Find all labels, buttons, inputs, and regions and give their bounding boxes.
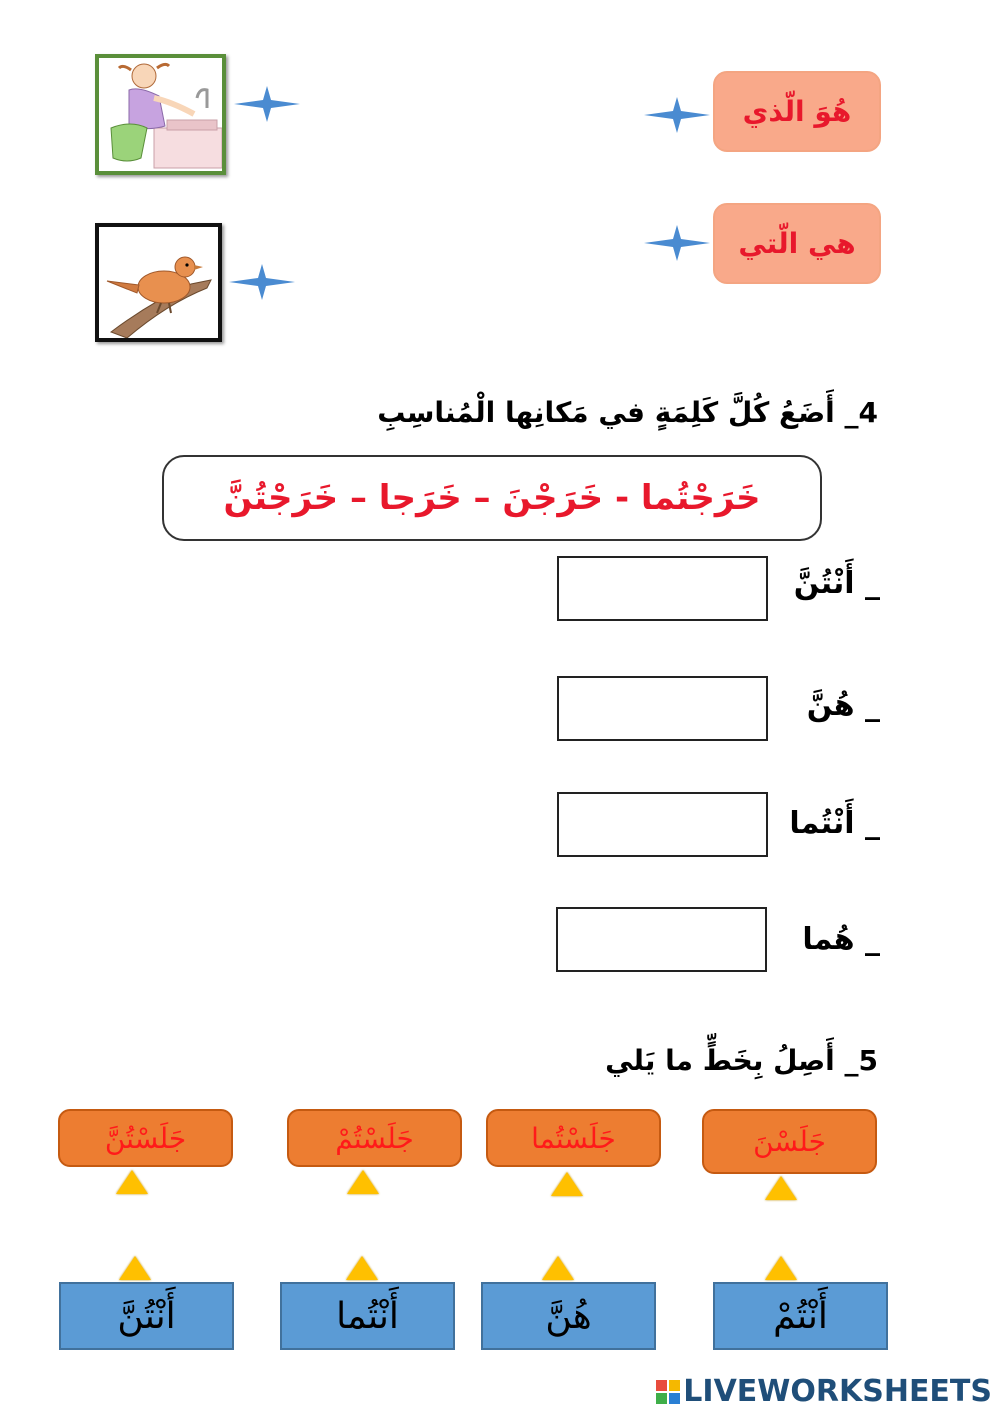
star-icon[interactable] (227, 262, 297, 302)
star-icon[interactable] (642, 223, 712, 263)
connector-triangle-icon[interactable] (347, 1170, 379, 1194)
connector-triangle-icon[interactable] (551, 1172, 583, 1196)
liveworksheets-mark-icon (655, 1379, 681, 1405)
star-icon[interactable] (642, 95, 712, 135)
pronoun-button[interactable] (280, 1282, 455, 1350)
connector-triangle-icon[interactable] (542, 1256, 574, 1280)
answer-box[interactable] (556, 907, 767, 972)
connector-triangle-icon[interactable] (346, 1256, 378, 1280)
pronoun-text: أَنْتُما (336, 1295, 399, 1337)
pronoun-text: هُنَّ (545, 1295, 592, 1337)
section5-heading: 5_ أَصِلُ بِخَطٍّ ما يَلي (605, 1044, 878, 1077)
answer-box[interactable] (557, 792, 768, 857)
logo-text: LIVEWORKSHEETS (683, 1374, 992, 1409)
pronoun-label: _ أَنْتُما (789, 806, 880, 841)
label-text: هُوَ الّذي (742, 95, 852, 128)
pronoun-label: _ أَنْتُنَّ (793, 566, 880, 601)
answer-box[interactable] (557, 676, 768, 741)
pronoun-text: أَنْتُمْ (773, 1295, 828, 1337)
connector-triangle-icon[interactable] (765, 1176, 797, 1200)
connector-triangle-icon[interactable] (116, 1170, 148, 1194)
verb-text: جَلَسْتُنَّ (104, 1121, 187, 1155)
bird-on-branch-icon (99, 227, 218, 338)
label-text: هي الّتي (738, 227, 856, 260)
label-huwa-alladhi (713, 71, 881, 152)
star-icon[interactable] (232, 84, 302, 124)
section4-heading: 4_ أَضَعُ كُلَّ كَلِمَةٍ في مَكانِها الْمُناسِبِ (377, 396, 878, 429)
pronoun-label: _ هُنَّ (806, 688, 880, 723)
verb-button[interactable] (58, 1109, 233, 1167)
liveworksheets-logo (655, 1374, 992, 1409)
image-girl-washing (95, 54, 226, 175)
verb-text: جَلَسْتُمْ (335, 1121, 414, 1155)
word-bank-text: خَرَجْتُما - خَرَجْنَ – خَرَجا – خَرَجْتُنَّ (223, 478, 761, 518)
pronoun-button[interactable] (713, 1282, 888, 1350)
pronoun-text: أَنْتُنَّ (117, 1295, 176, 1337)
verb-text: جَلَسْنَ (753, 1125, 826, 1158)
pronoun-button[interactable] (59, 1282, 234, 1350)
verb-button[interactable] (287, 1109, 462, 1167)
pronoun-button[interactable] (481, 1282, 656, 1350)
label-hiya-allati (713, 203, 881, 284)
image-bird (95, 223, 222, 342)
word-bank (162, 455, 822, 541)
verb-button[interactable] (486, 1109, 661, 1167)
verb-button[interactable] (702, 1109, 877, 1174)
pronoun-label: _ هُما (802, 922, 880, 957)
connector-triangle-icon[interactable] (765, 1256, 797, 1280)
connector-triangle-icon[interactable] (119, 1256, 151, 1280)
answer-box[interactable] (557, 556, 768, 621)
verb-text: جَلَسْتُما (531, 1121, 616, 1155)
girl-washing-hands-icon (99, 58, 222, 171)
